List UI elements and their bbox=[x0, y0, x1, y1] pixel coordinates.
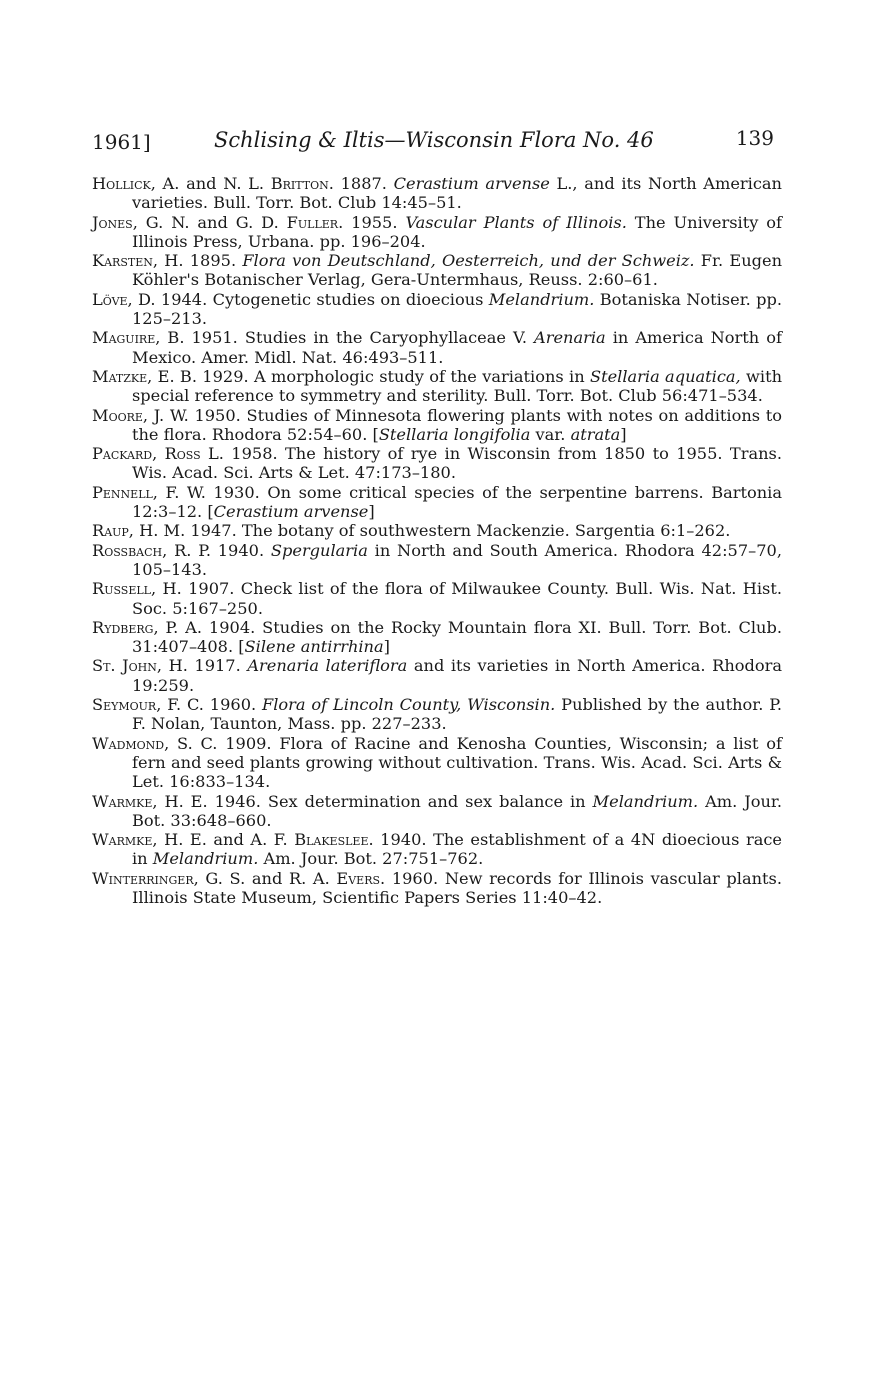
reference-author: Matzke, bbox=[92, 366, 153, 386]
reference-text: G. N. and G. D. bbox=[137, 212, 287, 232]
reference-text: F. C. 1960. bbox=[161, 695, 263, 715]
reference-entry-stjohn bbox=[92, 656, 782, 695]
reference-author: Packard, Ross bbox=[92, 444, 201, 464]
reference-italic-title: Melandrium. bbox=[152, 849, 259, 869]
reference-text: ] bbox=[368, 502, 375, 522]
reference-author: Raup, bbox=[92, 521, 134, 541]
reference-text: Fr. Eugen Köhler's Botanischer Verlag, Gera-Untermhaus, Reuss. 2:60–61. bbox=[132, 251, 782, 290]
reference-author: Russell, bbox=[92, 579, 157, 599]
reference-text: and N. L. bbox=[179, 174, 271, 193]
reference-text: H. M. 1947. The botany of southwestern Mackenzie. Sargentia 6:1–262. bbox=[133, 521, 731, 541]
page-number: 139 bbox=[735, 126, 774, 150]
reference-italic-title: Spergularia bbox=[270, 540, 368, 560]
reference-entry-winterringer bbox=[92, 869, 782, 908]
reference-text: R. P. 1940. bbox=[167, 540, 271, 560]
reference-italic-title: Melandrium. bbox=[592, 791, 699, 811]
reference-entry-warmke1 bbox=[92, 792, 782, 831]
reference-italic-title: Cerastium arvense bbox=[393, 174, 550, 193]
reference-text: Am. Jour. Bot. 33:648–660. bbox=[132, 791, 782, 830]
reference-author: Wadmond, bbox=[92, 733, 170, 753]
reference-text: H. 1917. bbox=[162, 656, 248, 676]
reference-text: The University of Illinois Press, Urbana. pp. 196–204. bbox=[132, 212, 783, 251]
reference-entry-karsten bbox=[92, 251, 782, 290]
reference-entry-love bbox=[92, 290, 782, 329]
reference-author: Fuller. bbox=[286, 212, 344, 232]
reference-text: F. W. 1930. On some critical species of the serpentine barrens. Bartonia 12:3–12. [ bbox=[132, 482, 782, 522]
reference-author: Rossbach, bbox=[92, 540, 168, 560]
reference-italic-title: Arenaria lateriflora bbox=[247, 656, 408, 676]
reference-text: 1887. bbox=[333, 174, 394, 193]
reference-author: Winterringer, bbox=[92, 868, 199, 888]
reference-author: Evers. bbox=[336, 868, 386, 888]
reference-text: ] bbox=[620, 424, 627, 444]
reference-italic-title: Flora von Deutschland, Oesterreich, und der Schweiz. bbox=[242, 251, 695, 271]
reference-author: Blakeslee. bbox=[294, 830, 374, 850]
reference-text: H. 1907. Check list of the flora of Milwaukee County. Bull. Wis. Nat. Hist. Soc. 5:167–250. bbox=[132, 579, 782, 618]
reference-list bbox=[92, 174, 782, 907]
reference-text: S. C. 1909. Flora of Racine and Kenosha Counties, Wisconsin; a list of fern and seed plants growing without cultivation. Trans. Wis. Acad. Sci. Arts & Let. 16:833–134. bbox=[132, 733, 782, 792]
reference-text: L. 1958. The history of rye in Wisconsin from 1850 to 1955. Trans. Wis. Acad. Sci. Arts & Let. 47:173–180. bbox=[132, 444, 782, 483]
reference-entry-rydberg bbox=[92, 618, 782, 657]
running-title: Schlising & Iltis—Wisconsin Flora No. 46 bbox=[214, 128, 654, 152]
reference-author: Maguire, bbox=[92, 328, 161, 348]
reference-text: with special reference to symmetry and sterility. Bull. Torr. Bot. Club 56:471–534. bbox=[132, 366, 782, 406]
reference-author: Britton. bbox=[270, 174, 334, 193]
running-head bbox=[92, 126, 772, 156]
reference-text: H. 1895. bbox=[158, 251, 243, 271]
reference-text: B. 1951. Studies in the Caryophyllaceae V. bbox=[160, 328, 535, 348]
reference-entry-maguire bbox=[92, 328, 782, 367]
reference-entry-warmke2 bbox=[92, 830, 782, 869]
reference-italic-title: Stellaria longifolia bbox=[378, 424, 531, 444]
reference-text: Botaniska Notiser. pp. 125–213. bbox=[132, 289, 782, 329]
reference-entry-pennell bbox=[92, 483, 782, 522]
reference-italic-title: Vascular Plants of Illinois. bbox=[405, 212, 627, 232]
reference-author: Karsten, bbox=[92, 251, 158, 271]
reference-italic-title: Flora of Lincoln County, Wisconsin. bbox=[262, 695, 556, 715]
journal-year: 1961] bbox=[92, 130, 151, 154]
reference-entry-moore bbox=[92, 406, 782, 445]
reference-author: Warmke, bbox=[92, 830, 158, 850]
reference-italic-title: atrata bbox=[570, 424, 621, 444]
reference-author: Jones, bbox=[92, 212, 138, 232]
reference-italic-title: Cerastium arvense bbox=[213, 502, 369, 522]
reference-text: E. B. 1929. A morphologic study of the variations in bbox=[152, 366, 590, 386]
reference-author: Pennell, bbox=[92, 482, 158, 502]
reference-entry-wadmond bbox=[92, 734, 782, 792]
reference-entry-raup bbox=[92, 521, 782, 540]
reference-entry-jones bbox=[92, 213, 782, 252]
reference-text: Published by the author. P. F. Nolan, Taunton, Mass. pp. 227–233. bbox=[132, 695, 783, 734]
reference-italic-title: Melandrium. bbox=[488, 289, 595, 309]
reference-entry-hollick bbox=[92, 174, 782, 213]
reference-entry-packard bbox=[92, 444, 782, 483]
reference-text: D. 1944. Cytogenetic studies on dioecious bbox=[132, 289, 489, 309]
reference-author: Moore, bbox=[92, 405, 149, 425]
reference-text: 1960. New records for Illinois vascular plants. Illinois State Museum, Scientific Papers Series 11:40–42. bbox=[132, 868, 782, 907]
reference-text: Am. Jour. Bot. 27:751–762. bbox=[258, 849, 484, 869]
reference-italic-title: Silene antirrhina bbox=[244, 637, 384, 657]
reference-text: P. A. 1904. Studies on the Rocky Mountain flora XI. Bull. Torr. Bot. Club. 31:407–408. [ bbox=[132, 617, 782, 657]
reference-text: and its varieties in North America. Rhodora 19:259. bbox=[132, 656, 782, 695]
reference-author: Hollick, A. bbox=[92, 174, 180, 193]
reference-text: H. E. 1946. Sex determination and sex balance in bbox=[157, 791, 593, 811]
reference-text: L., and its North American varieties. Bull. Torr. Bot. Club 14:45–51. bbox=[132, 174, 782, 213]
reference-text: 1940. The establishment of a 4N dioecious race in bbox=[132, 830, 782, 869]
reference-author: Rydberg, bbox=[92, 617, 159, 637]
reference-italic-title: Stellaria aquatica, bbox=[589, 366, 741, 386]
reference-italic-title: Arenaria bbox=[534, 328, 606, 348]
reference-text: ] bbox=[383, 637, 390, 657]
reference-text: J. W. 1950. Studies of Minnesota flowering plants with notes on additions to the flora. Rhodora 52:54–60. [ bbox=[132, 405, 782, 444]
reference-text: in America North of Mexico. Amer. Midl. Nat. 46:493–511. bbox=[132, 328, 782, 367]
reference-text: 1955. bbox=[343, 212, 406, 232]
reference-author: Warmke, bbox=[92, 791, 158, 811]
reference-author: Löve, bbox=[92, 289, 133, 309]
reference-entry-rossbach bbox=[92, 541, 782, 580]
reference-text: G. S. and R. A. bbox=[198, 868, 337, 888]
reference-text: var. bbox=[530, 424, 571, 444]
reference-author: Seymour, bbox=[92, 695, 162, 715]
reference-text: H. E. and A. F. bbox=[157, 830, 295, 850]
reference-author: St. John, bbox=[92, 656, 163, 676]
reference-entry-russell bbox=[92, 579, 782, 618]
reference-text: in North and South America. Rhodora 42:57–70, 105–143. bbox=[132, 540, 782, 579]
reference-entry-matzke bbox=[92, 367, 782, 406]
reference-entry-seymour bbox=[92, 695, 782, 734]
